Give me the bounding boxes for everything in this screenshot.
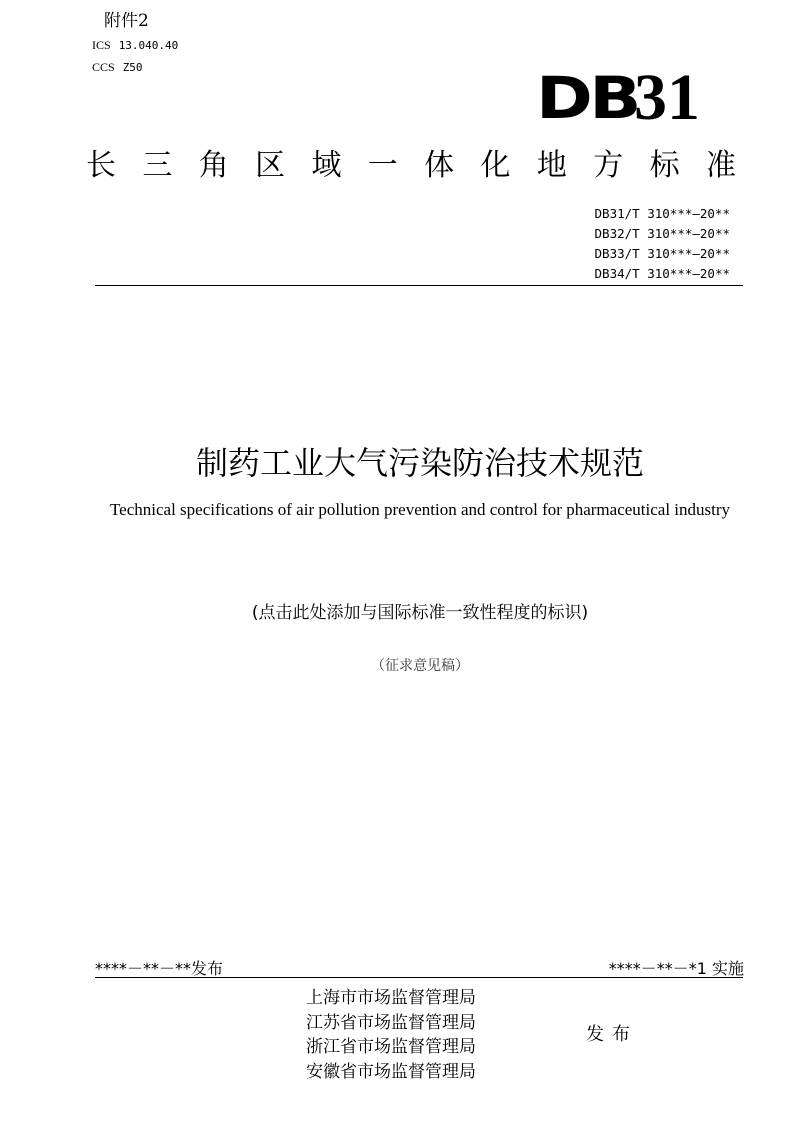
standard-code: DB32/T 310***—20**	[594, 226, 730, 241]
issuer-name: 安徽省市场监督管理局	[306, 1061, 476, 1082]
standard-type-char: 准	[705, 148, 736, 183]
standard-type-char: 地	[536, 148, 567, 183]
publish-date: ****－**－**发布	[95, 959, 224, 978]
standard-code: DB31/T 310***—20**	[594, 206, 730, 221]
issuer-name: 江苏省市场监督管理局	[306, 1012, 476, 1033]
standard-type-char: 化	[480, 148, 511, 183]
standard-code: DB33/T 310***—20**	[594, 246, 730, 261]
logo-number: 31	[634, 61, 700, 134]
ccs-code: Z50	[122, 61, 143, 74]
standard-type-heading	[86, 140, 736, 184]
ics-label: ICS	[92, 38, 111, 52]
issuer-name: 浙江省市场监督管理局	[306, 1037, 476, 1057]
standard-type-char: 区	[255, 148, 286, 183]
title-chinese: 制药工业大气污染防治技术规范	[195, 444, 644, 482]
ics-line	[92, 38, 178, 53]
standard-type-char: 长	[86, 148, 116, 183]
standard-type-char: 一	[367, 148, 398, 183]
standard-type-char: 角	[198, 148, 229, 183]
standard-code: DB34/T 310***—20**	[594, 266, 730, 281]
attachment-label: 附件2	[104, 11, 149, 31]
db31-logo	[536, 62, 716, 132]
top-divider	[95, 285, 743, 286]
title-english: Technical specifications of air pollution prevention and control for pharmaceutical industry	[109, 500, 731, 519]
draft-status: （征求意见稿）	[371, 658, 469, 674]
ics-code: 13.040.40	[118, 39, 179, 52]
implement-date: ****－**－*1 实施	[608, 959, 744, 978]
logo-letters: DB	[536, 64, 638, 132]
issuer-list	[306, 986, 476, 1084]
standard-type-char: 域	[311, 148, 342, 183]
standard-type-char: 标	[649, 148, 680, 183]
standard-type-char: 方	[593, 148, 624, 183]
ccs-line	[92, 60, 143, 75]
issuer-name: 上海市市场监督管理局	[306, 988, 476, 1008]
bottom-divider	[95, 977, 743, 978]
ccs-label: CCS	[92, 60, 115, 74]
standard-codes	[595, 204, 730, 284]
standard-type-char: 体	[424, 148, 455, 183]
consistency-note[interactable]: (点击此处添加与国际标准一致性程度的标识)	[251, 603, 589, 623]
issue-label: 发布	[586, 1024, 638, 1045]
standard-type-char: 三	[142, 148, 173, 183]
